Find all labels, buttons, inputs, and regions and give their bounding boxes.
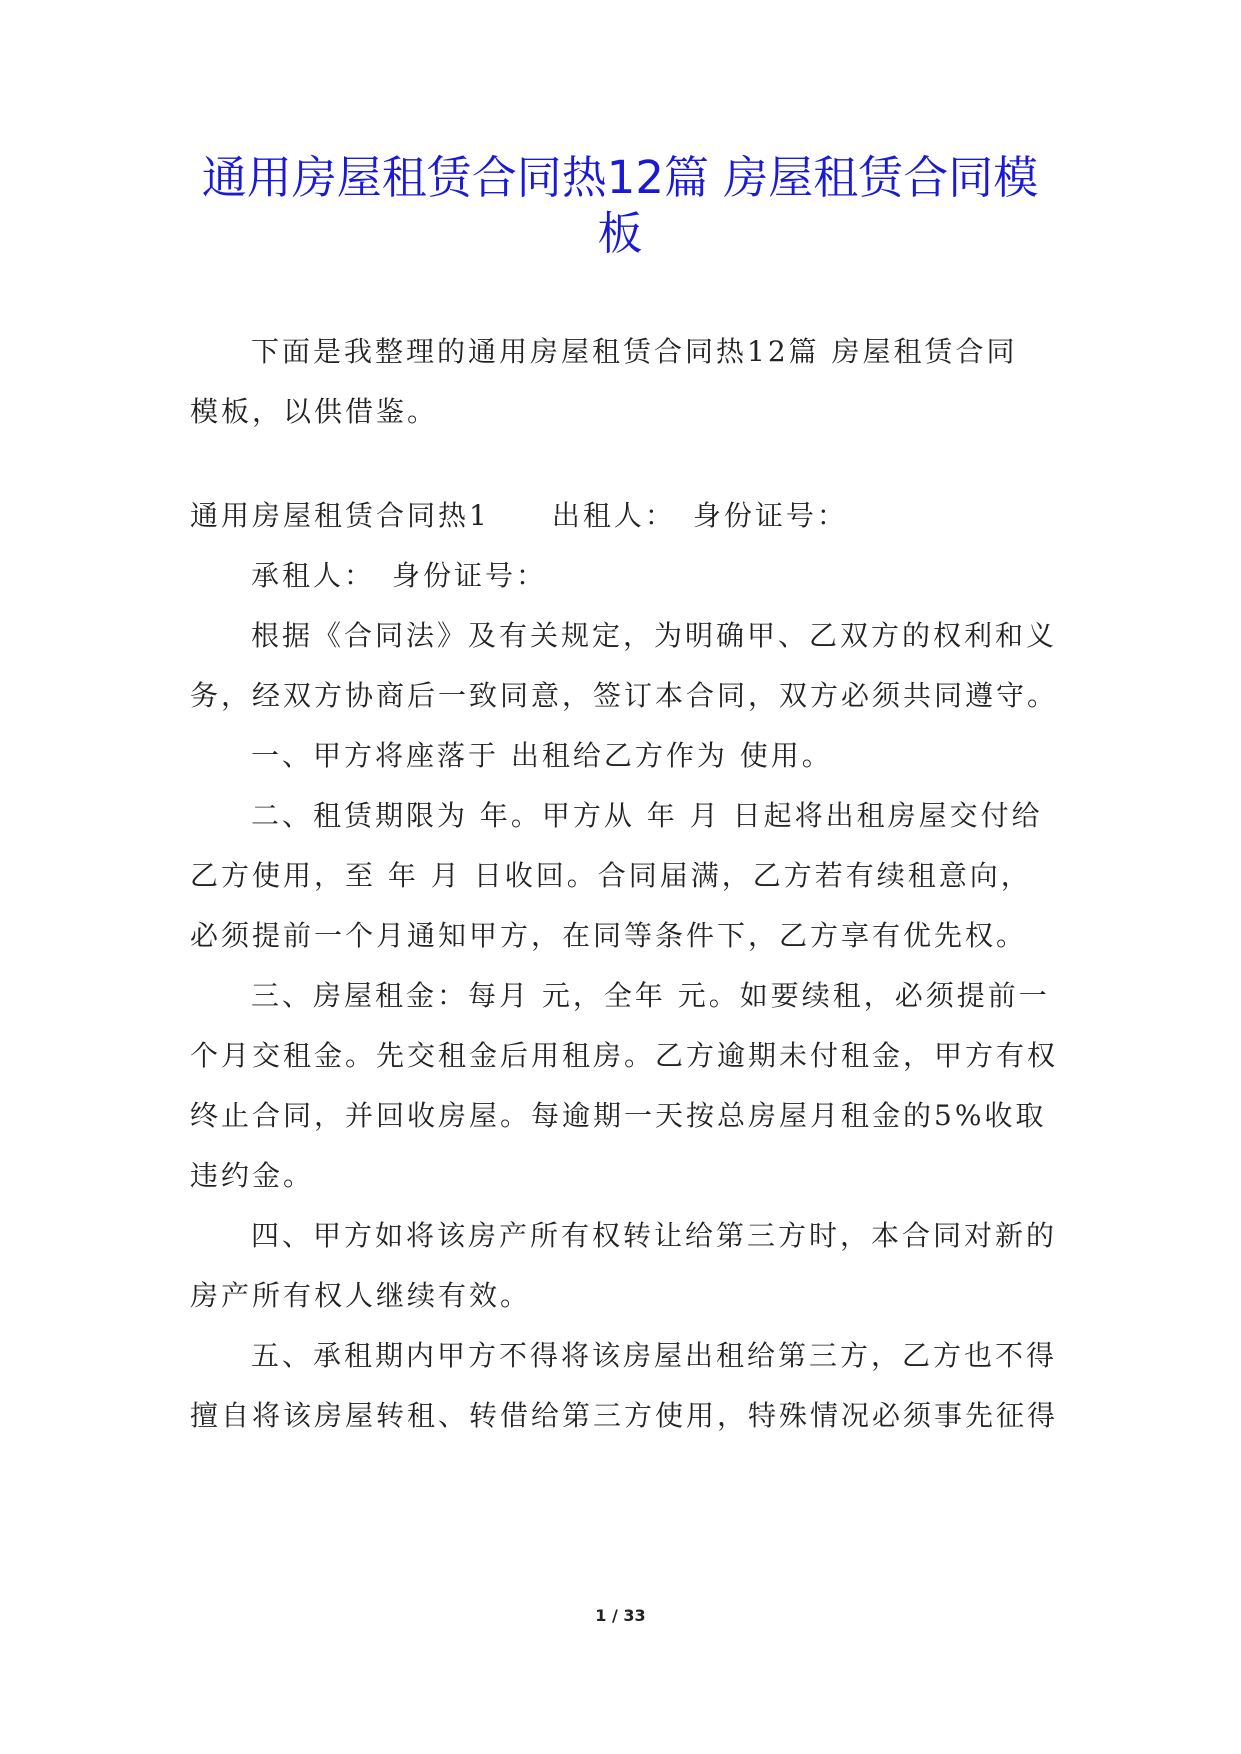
- clause-3-paragraph: [190, 966, 1059, 1206]
- title-line: 板: [597, 207, 643, 260]
- clause-2-paragraph: [190, 786, 1052, 966]
- lessee-paragraph: [190, 546, 1052, 606]
- text-line: 模板，以供借鉴。: [190, 395, 439, 428]
- clause-1-paragraph: [190, 726, 1052, 786]
- text-line: 下面是我整理的通用房屋租赁合同热12篇 房屋租赁合同: [251, 335, 1018, 368]
- text-line: 房产所有权人继续有效。: [190, 1279, 532, 1312]
- title-line: 通用房屋租赁合同热12篇 房屋租赁合同模: [201, 151, 1039, 204]
- contract-heading-paragraph: [190, 486, 1052, 546]
- text-line: 擅自将该房屋转租、转借给第三方使用，特殊情况必须事先征得: [190, 1399, 1059, 1432]
- page-number: 1 / 33: [595, 1606, 646, 1625]
- text-line: 务，经双方协商后一致同意，签订本合同，双方必须共同遵守。: [190, 679, 1059, 712]
- text-line: 乙方使用，至 年 月 日收回。合同届满，乙方若有续租意向，: [190, 859, 1032, 892]
- document-title: [150, 150, 1090, 262]
- clause-4-paragraph: [190, 1206, 1058, 1326]
- text-line: 根据《合同法》及有关规定，为明确甲、乙双方的权利和义: [251, 619, 1058, 652]
- text-line: 承租人： 身份证号：: [251, 559, 548, 592]
- text-line: 三、房屋租金：每月 元，全年 元。如要续租，必须提前一: [251, 979, 1050, 1012]
- text-line: 四、甲方如将该房产所有权转让给第三方时，本合同对新的: [251, 1219, 1058, 1252]
- text-line: 个月交租金。先交租金后用租房。乙方逾期未付租金，甲方有权: [190, 1039, 1059, 1072]
- text-line: 五、承租期内甲方不得将该房屋出租给第三方，乙方也不得: [251, 1339, 1058, 1372]
- text-line: 违约金。: [190, 1159, 315, 1192]
- text-line: 通用房屋租赁合同热1 出租人： 身份证号：: [190, 499, 848, 532]
- text-line: 终止合同，并回收房屋。每逾期一天按总房屋月租金的5%收取: [190, 1099, 1047, 1132]
- text-line: 一、甲方将座落于 出租给乙方作为 使用。: [251, 739, 833, 772]
- clause-5-paragraph: [190, 1326, 1059, 1446]
- text-line: 二、租赁期限为 年。甲方从 年 月 日起将出租房屋交付给: [251, 799, 1043, 832]
- basis-paragraph: [190, 606, 1059, 726]
- intro-paragraph: [190, 322, 1052, 442]
- text-line: 必须提前一个月通知甲方，在同等条件下，乙方享有优先权。: [190, 919, 1028, 952]
